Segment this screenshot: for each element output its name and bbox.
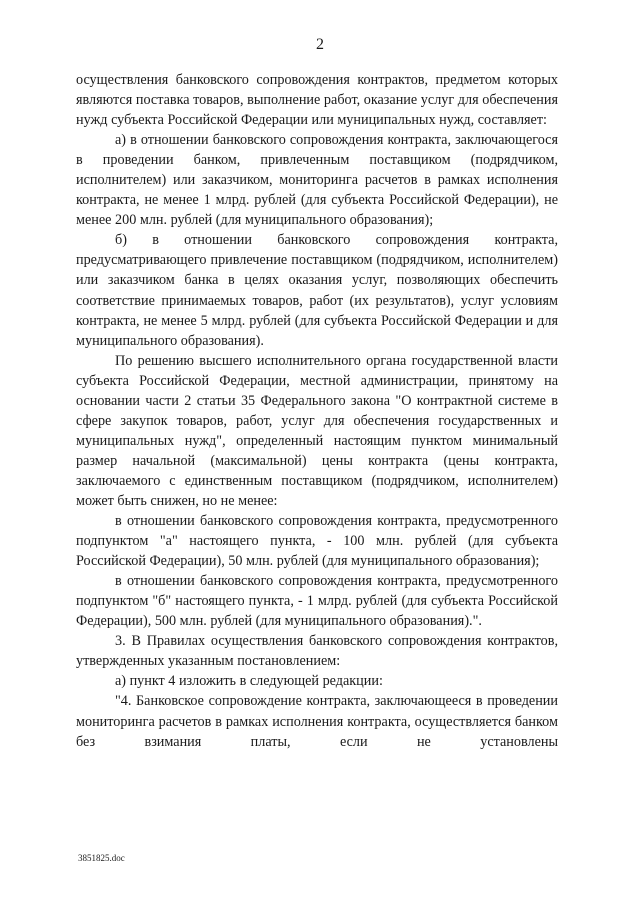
document-body (76, 70, 558, 752)
paragraph-item-3a: а) пункт 4 изложить в следующей редакции: (115, 673, 383, 690)
paragraph-subitem-b: б) в отношении банковского сопровождения контракта, предусматривающего привлечение поставщиком (подрядчиком, исполнителем) или заказчиком банка в целях оказания услуг, позволяющих обеспечить соответствие принимаемых товаров, работ (их результатов), услуг условиям контракта, не менее 5 млрд. рублей (для субъекта Российской Федерации и для муниципального образования). (76, 232, 558, 349)
paragraph-decision: По решению высшего исполнительного органа государственной власти субъекта Российской Федерации, местной администрации, принятому на основании части 2 статьи 35 Федерального закона "О контрактной системе в сфере закупок товаров, работ, услуг для обеспечения государственных и муниципальных нужд", определенный настоящим пунктом минимальный размер начальной (максимальной) цены контракта (цены контракта, заключаемого с единственным поставщиком (подрядчиком, исполнителем) может быть снижен, но не менее: (76, 352, 558, 509)
paragraph-intro: осуществления банковского сопровождения контрактов, предметом которых являются поставка товаров, выполнение работ, оказание услуг для обеспечения нужд субъекта Российской Федерации или муниципальных нужд, составляет: (76, 72, 558, 129)
page-number: 2 (316, 36, 324, 53)
paragraph-item-3: 3. В Правилах осуществления банковского сопровождения контрактов, утвержденных указанным постановлением: (76, 633, 558, 670)
paragraph-item-4-start: "4. Банковское сопровождение контракта, заключающееся в проведении мониторинга расчетов в рамках исполнения контракта, осуществляется банком без взимания платы, если не установлены (76, 693, 558, 750)
footer-filename: 3851825.doc (78, 853, 125, 863)
paragraph-min-a: в отношении банковского сопровождения контракта, предусмотренного подпунктом "а" настоящего пункта, - 100 млн. рублей (для субъекта Российской Федерации), 50 млн. рублей (для муниципального образования); (76, 513, 558, 570)
paragraph-min-b: в отношении банковского сопровождения контракта, предусмотренного подпунктом "б" настоящего пункта, - 1 млрд. рублей (для субъекта Российской Федерации), 500 млн. рублей (для муниципального образования).". (76, 573, 558, 630)
paragraph-subitem-a: а) в отношении банковского сопровождения контракта, заключающегося в проведении банком, привлеченным поставщиком (подрядчиком, исполнителем) или заказчиком, мониторинга расчетов в рамках исполнения контракта, не менее 1 млрд. рублей (для субъекта Российской Федерации), не менее 200 млн. рублей (для муниципального образования); (76, 132, 558, 229)
